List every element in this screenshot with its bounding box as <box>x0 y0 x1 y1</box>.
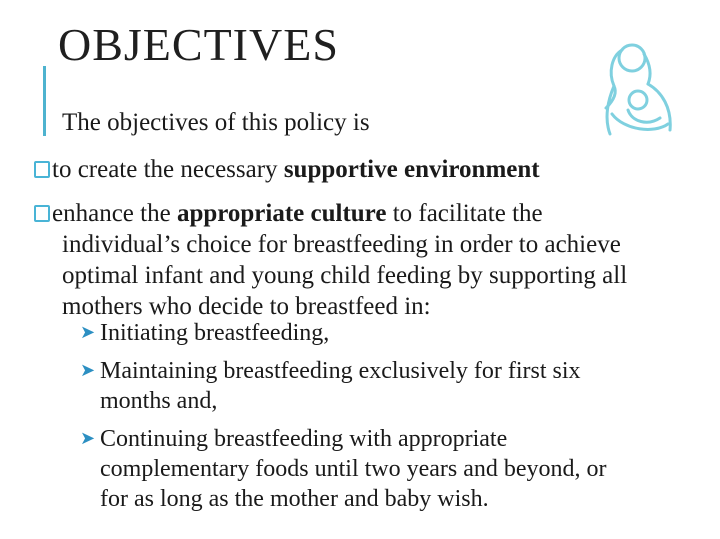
objective-emphasis: supportive environment <box>283 156 540 183</box>
arrow-right-icon: ➤ <box>80 360 96 381</box>
hollow-square-icon <box>34 205 50 222</box>
accent-line <box>43 66 46 136</box>
arrow-right-icon: ➤ <box>80 428 96 449</box>
objective-item <box>34 154 684 185</box>
sub-item-text: Initiating breastfeeding, <box>100 320 330 346</box>
objective-emphasis: appropriate culture <box>176 200 387 227</box>
sub-item-text: for as long as the mother and baby wish. <box>100 486 489 512</box>
objective-text: to facilitate the <box>386 200 543 227</box>
sub-item <box>80 318 680 348</box>
sub-item-text: Continuing breastfeeding with appropriate <box>100 426 508 452</box>
sub-item-text: Maintaining breastfeeding exclusively for first six <box>100 358 581 384</box>
hollow-square-icon <box>34 161 50 178</box>
objective-text: to create the necessary <box>52 156 284 183</box>
arrow-right-icon: ➤ <box>80 322 96 343</box>
sub-item <box>80 356 680 416</box>
objective-item <box>34 198 684 322</box>
slide-title: OBJECTIVES <box>58 19 339 70</box>
intro-text: The objectives of this policy is <box>62 109 370 136</box>
objective-text: optimal infant and young child feeding by supporting all <box>62 262 628 289</box>
sub-item-text: complementary foods until two years and beyond, or <box>100 456 607 482</box>
sub-item-text: months and, <box>100 388 218 414</box>
mother-baby-icon <box>588 30 688 142</box>
objective-text: mothers who decide to breastfeed in: <box>62 293 431 320</box>
objective-text: enhance the <box>52 200 177 227</box>
objective-text: individual’s choice for breastfeeding in order to achieve <box>62 231 621 258</box>
sub-item <box>80 424 680 514</box>
